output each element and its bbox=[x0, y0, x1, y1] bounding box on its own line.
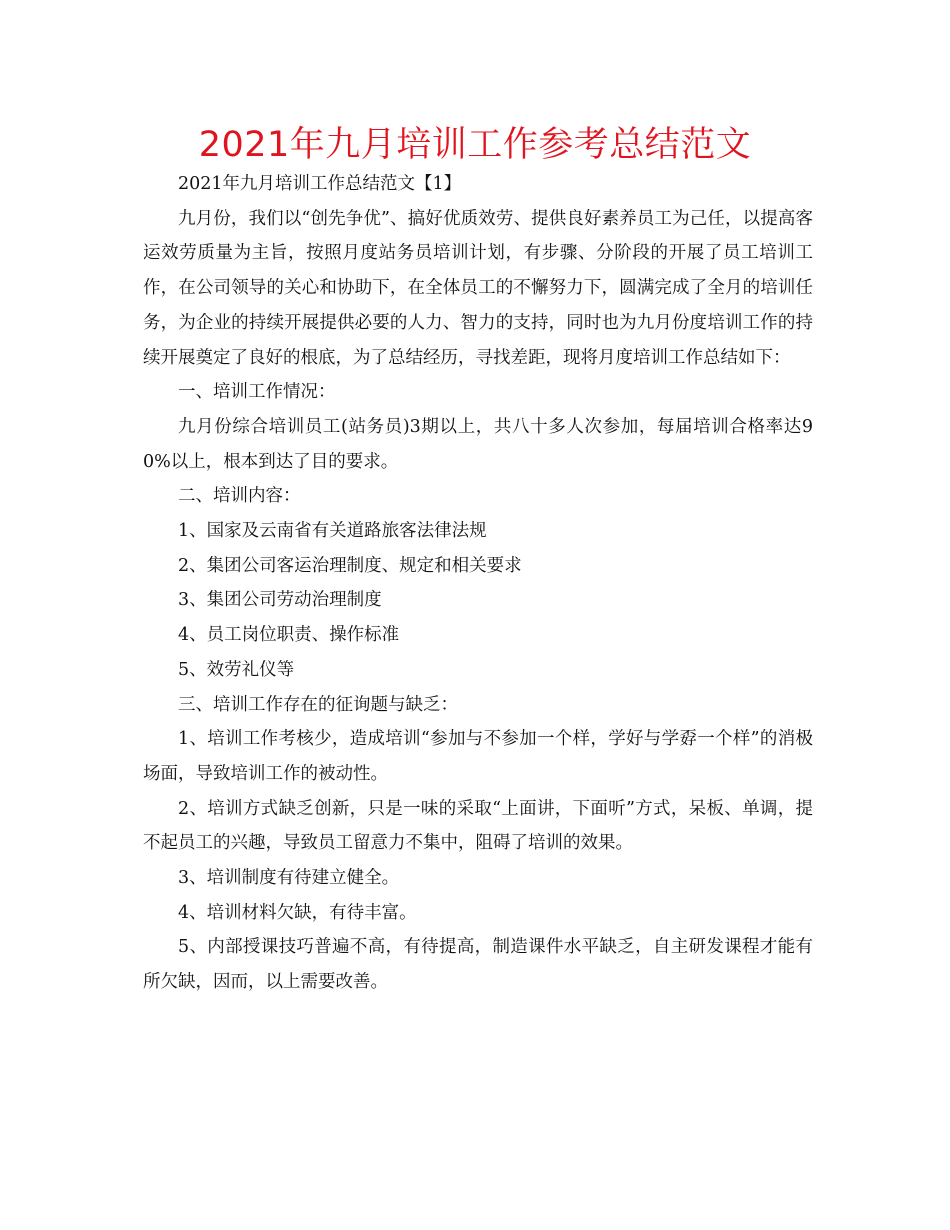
list-item: 2、培训方式缺乏创新，只是一味的采取“上面讲，下面听”方式，呆板、单调，提不起员工的兴趣，导致员工留意力不集中，阻碍了培训的效果。 bbox=[143, 798, 813, 854]
list-item: 5、内部授课技巧普遍不高，有待提高，制造课件水平缺乏，自主研发课程才能有所欠缺，因而，以上需要改善。 bbox=[143, 937, 813, 993]
list-item: 4、培训材料欠缺，有待丰富。 bbox=[178, 902, 417, 923]
intro-paragraph: 九月份，我们以“创先争优”、搞好优质效劳、提供良好素养员工为己任，以提高客运效劳质量为主旨，按照月度站务员培训计划，有步骤、分阶段的开展了员工培训工作，在公司领导的关心和协助下，在全体员工的不懈努力下，圆满完成了全月的培训任务，为企业的持续开展提供必要的人力、智力的支持，同时也为九月份度培训工作的持续开展奠定了良好的根底，为了总结经历，寻找差距，现将月度培训工作总结如下： bbox=[143, 208, 813, 368]
list-item: 1、培训工作考核少，造成培训“参加与不参加一个样，学好与学孬一个样”的消极场面，导致培训工作的被动性。 bbox=[143, 729, 813, 784]
list-item: 3、集团公司劳动治理制度 bbox=[178, 590, 382, 611]
list-item: 2、集团公司客运治理制度、规定和相关要求 bbox=[178, 555, 522, 576]
document-title: 2021年九月培训工作参考总结范文 bbox=[198, 125, 752, 165]
list-item: 1、国家及云南省有关道路旅客法律法规 bbox=[178, 521, 487, 542]
heading-training-status: 一、培训工作情况： bbox=[178, 382, 336, 403]
heading-training-content: 二、培训内容： bbox=[178, 486, 301, 507]
paragraph-training-status: 九月份综合培训员工(站务员)3期以上，共八十多人次参加，每届培训合格率达90%以上，根本到达了目的要求。 bbox=[143, 416, 813, 472]
list-item: 3、培训制度有待建立健全。 bbox=[178, 868, 400, 889]
section-heading-1: 2021年九月培训工作总结范文【1】 bbox=[178, 174, 462, 194]
document-body bbox=[143, 167, 813, 1000]
heading-problems: 三、培训工作存在的征询题与缺乏： bbox=[178, 694, 458, 715]
list-item: 5、效劳礼仪等 bbox=[178, 659, 295, 680]
list-item: 4、员工岗位职责、操作标准 bbox=[178, 625, 400, 646]
